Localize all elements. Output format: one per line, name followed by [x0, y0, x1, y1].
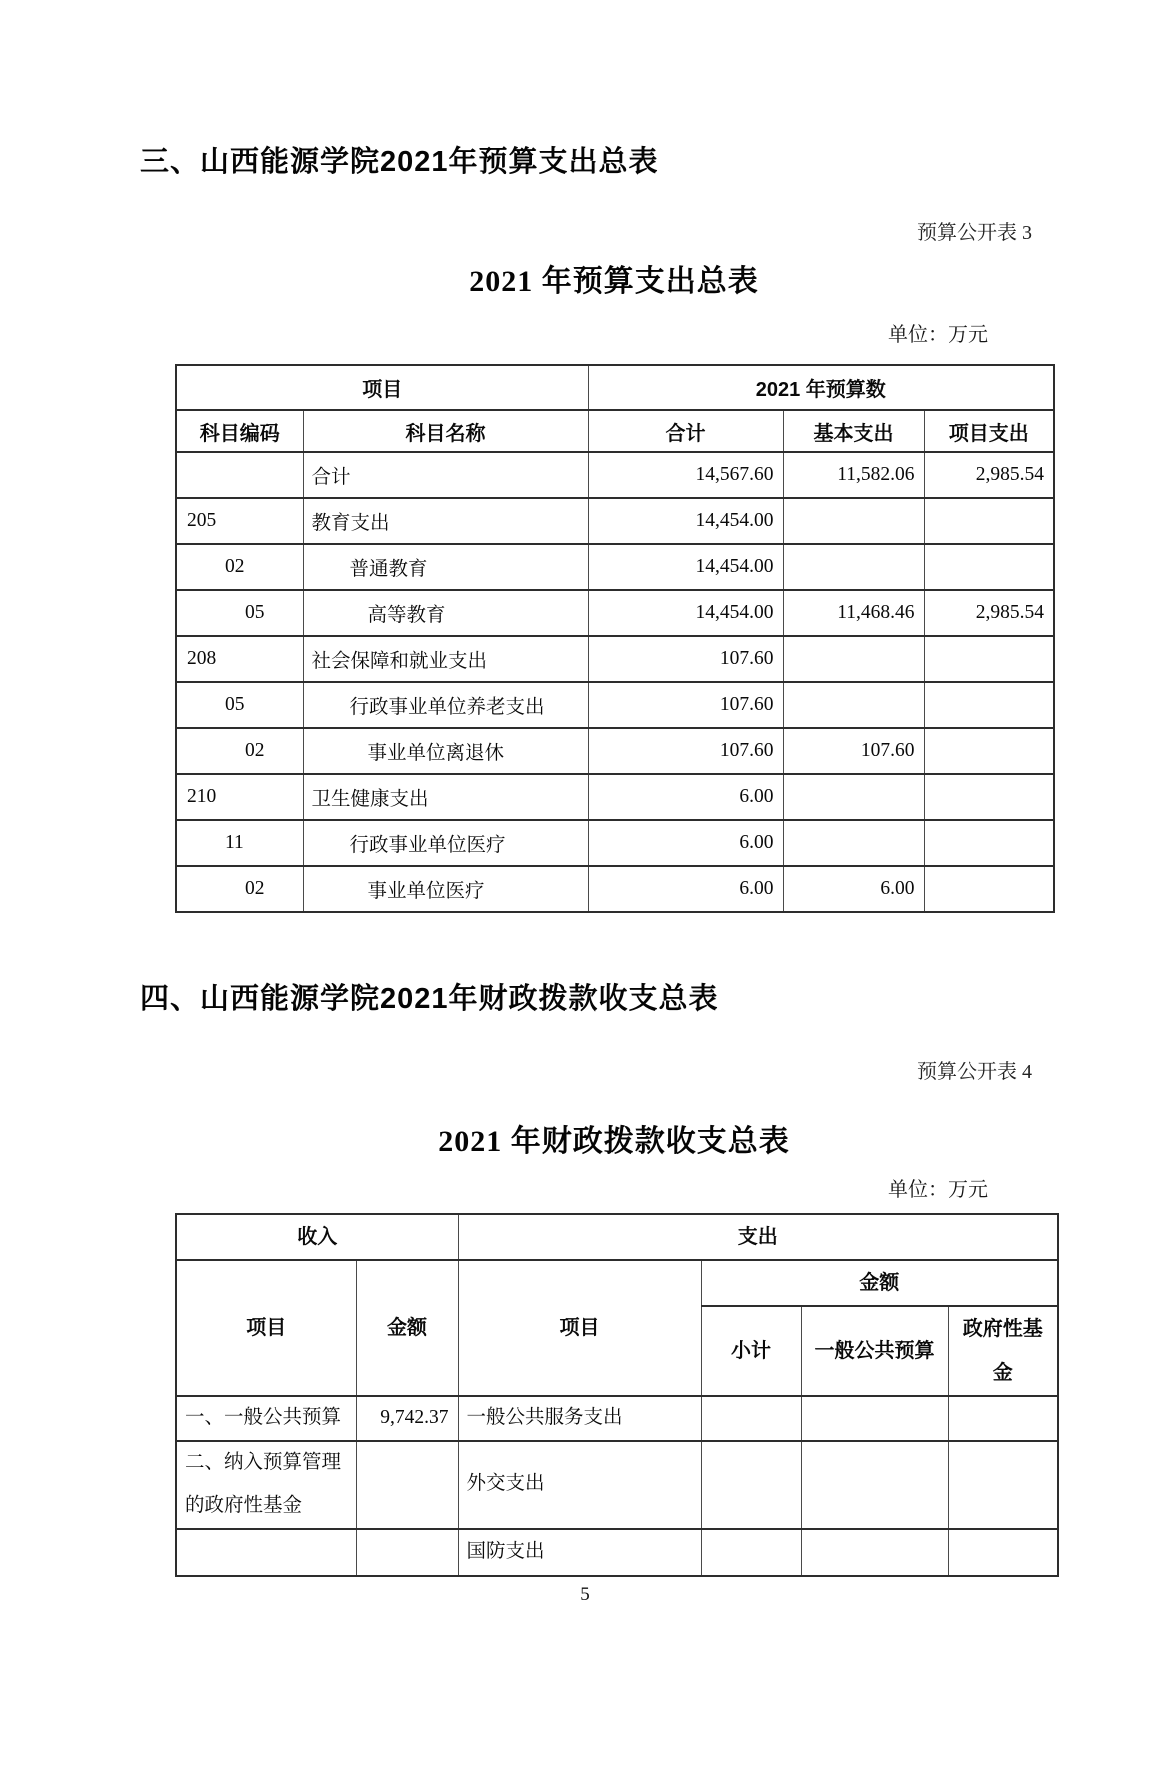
project-expenditure-cell — [924, 636, 1054, 682]
subject-code-cell: 02 — [176, 544, 303, 590]
expenditure-table-body — [176, 452, 1054, 912]
subject-code-cell: 05 — [176, 682, 303, 728]
header-government-fund: 政府性基金 — [948, 1306, 1058, 1396]
subject-name-cell: 卫生健康支出 — [303, 774, 588, 820]
header-income-item: 项目 — [176, 1260, 356, 1396]
income-amount-cell: 9,742.37 — [356, 1396, 458, 1441]
subject-name-cell: 教育支出 — [303, 498, 588, 544]
project-expenditure-cell — [924, 544, 1054, 590]
appropriation-table-body — [176, 1396, 1058, 1576]
total-value-cell: 107.60 — [588, 636, 783, 682]
subject-name-cell: 社会保障和就业支出 — [303, 636, 588, 682]
subject-code-cell — [176, 452, 303, 498]
income-item-cell: 二、纳入预算管理的政府性基金 — [176, 1441, 356, 1529]
section-3-expenditure — [0, 144, 1170, 913]
basic-expenditure-cell — [783, 820, 924, 866]
project-expenditure-cell — [924, 682, 1054, 728]
expenditure-row — [176, 820, 1054, 866]
expenditure-row — [176, 682, 1054, 728]
subject-code-cell: 02 — [176, 728, 303, 774]
total-value-cell: 14,454.00 — [588, 498, 783, 544]
general-public-budget-cell — [801, 1529, 948, 1576]
basic-expenditure-cell — [783, 774, 924, 820]
subject-name-cell: 事业单位离退休 — [303, 728, 588, 774]
subject-code-cell: 02 — [176, 866, 303, 912]
project-expenditure-cell — [924, 728, 1054, 774]
header-total: 合计 — [588, 410, 783, 452]
page-number: 5 — [580, 1583, 590, 1605]
expenditure-row — [176, 728, 1054, 774]
basic-expenditure-cell: 11,468.46 — [783, 590, 924, 636]
total-value-cell: 14,454.00 — [588, 590, 783, 636]
budget-expenditure-table — [175, 364, 1055, 913]
expense-subtotal-cell — [701, 1441, 801, 1529]
appropriation-row — [176, 1441, 1058, 1529]
section4-unit-label: 单位：万元 — [888, 1179, 988, 1201]
header-basic-expenditure: 基本支出 — [783, 410, 924, 452]
section3-unit-label: 单位：万元 — [888, 324, 988, 346]
subject-code-cell: 205 — [176, 498, 303, 544]
section3-table-label: 预算公开表 3 — [917, 222, 1032, 244]
project-expenditure-cell — [924, 774, 1054, 820]
header-row-columns — [176, 410, 1054, 452]
appropriation-table-header — [176, 1214, 1058, 1396]
document-page — [0, 144, 1170, 1789]
basic-expenditure-cell — [783, 682, 924, 728]
expenditure-row — [176, 590, 1054, 636]
appropriation-row — [176, 1396, 1058, 1441]
section4-table-label: 预算公开表 4 — [917, 1061, 1032, 1083]
government-fund-cell — [948, 1441, 1058, 1529]
project-expenditure-cell — [924, 866, 1054, 912]
basic-expenditure-cell — [783, 636, 924, 682]
subject-code-cell: 210 — [176, 774, 303, 820]
total-value-cell: 107.60 — [588, 682, 783, 728]
project-expenditure-cell: 2,985.54 — [924, 452, 1054, 498]
general-public-budget-cell — [801, 1396, 948, 1441]
expenditure-row — [176, 866, 1054, 912]
income-item-cell: 一、一般公共预算 — [176, 1396, 356, 1441]
subject-code-cell: 208 — [176, 636, 303, 682]
government-fund-cell — [948, 1529, 1058, 1576]
expenditure-table-header — [176, 365, 1054, 452]
section4-table-title: 2021 年财政拨款收支总表 — [438, 1125, 790, 1158]
basic-expenditure-cell: 11,582.06 — [783, 452, 924, 498]
basic-expenditure-cell — [783, 544, 924, 590]
project-expenditure-cell — [924, 498, 1054, 544]
header-income: 收入 — [176, 1214, 458, 1260]
subject-code-cell: 05 — [176, 590, 303, 636]
subject-name-cell: 普通教育 — [303, 544, 588, 590]
expense-item-cell: 外交支出 — [458, 1441, 701, 1529]
total-value-cell: 107.60 — [588, 728, 783, 774]
project-expenditure-cell: 2,985.54 — [924, 590, 1054, 636]
header-row-groups — [176, 1260, 1058, 1306]
expenditure-row — [176, 544, 1054, 590]
expense-subtotal-cell — [701, 1396, 801, 1441]
header-income-amount: 金额 — [356, 1260, 458, 1396]
basic-expenditure-cell: 107.60 — [783, 728, 924, 774]
header-row-sections — [176, 1214, 1058, 1260]
government-fund-cell — [948, 1396, 1058, 1441]
expenditure-row — [176, 498, 1054, 544]
basic-expenditure-cell: 6.00 — [783, 866, 924, 912]
income-item-cell — [176, 1529, 356, 1576]
subject-name-cell: 行政事业单位养老支出 — [303, 682, 588, 728]
header-budget-2021: 2021 年预算数 — [588, 365, 1054, 410]
basic-expenditure-cell — [783, 498, 924, 544]
header-item: 项目 — [176, 365, 588, 410]
section-4-appropriation — [0, 981, 1170, 1577]
project-expenditure-cell — [924, 820, 1054, 866]
expense-item-cell: 一般公共服务支出 — [458, 1396, 701, 1441]
section3-table-title: 2021 年预算支出总表 — [469, 265, 759, 298]
expenditure-row — [176, 452, 1054, 498]
header-row-group — [176, 365, 1054, 410]
total-value-cell: 6.00 — [588, 820, 783, 866]
header-expense-amount: 金额 — [701, 1260, 1058, 1306]
section4-heading: 四、山西能源学院2021年财政拨款收支总表 — [140, 983, 719, 1015]
total-value-cell: 6.00 — [588, 774, 783, 820]
income-amount-cell — [356, 1441, 458, 1529]
total-value-cell: 14,567.60 — [588, 452, 783, 498]
subject-name-cell: 事业单位医疗 — [303, 866, 588, 912]
subject-name-cell: 行政事业单位医疗 — [303, 820, 588, 866]
header-subject-name: 科目名称 — [303, 410, 588, 452]
header-expense-item: 项目 — [458, 1260, 701, 1396]
header-subject-code: 科目编码 — [176, 410, 303, 452]
subject-name-cell: 合计 — [303, 452, 588, 498]
section3-heading: 三、山西能源学院2021年预算支出总表 — [140, 146, 659, 178]
subject-code-cell: 11 — [176, 820, 303, 866]
income-amount-cell — [356, 1529, 458, 1576]
expense-item-cell: 国防支出 — [458, 1529, 701, 1576]
subject-name-cell: 高等教育 — [303, 590, 588, 636]
total-value-cell: 14,454.00 — [588, 544, 783, 590]
header-expense: 支出 — [458, 1214, 1058, 1260]
expenditure-row — [176, 636, 1054, 682]
header-project-expenditure: 项目支出 — [924, 410, 1054, 452]
header-subtotal: 小计 — [701, 1306, 801, 1396]
appropriation-balance-table — [175, 1213, 1059, 1577]
total-value-cell: 6.00 — [588, 866, 783, 912]
general-public-budget-cell — [801, 1441, 948, 1529]
expense-subtotal-cell — [701, 1529, 801, 1576]
header-general-public-budget: 一般公共预算 — [801, 1306, 948, 1396]
expenditure-row — [176, 774, 1054, 820]
appropriation-row — [176, 1529, 1058, 1576]
